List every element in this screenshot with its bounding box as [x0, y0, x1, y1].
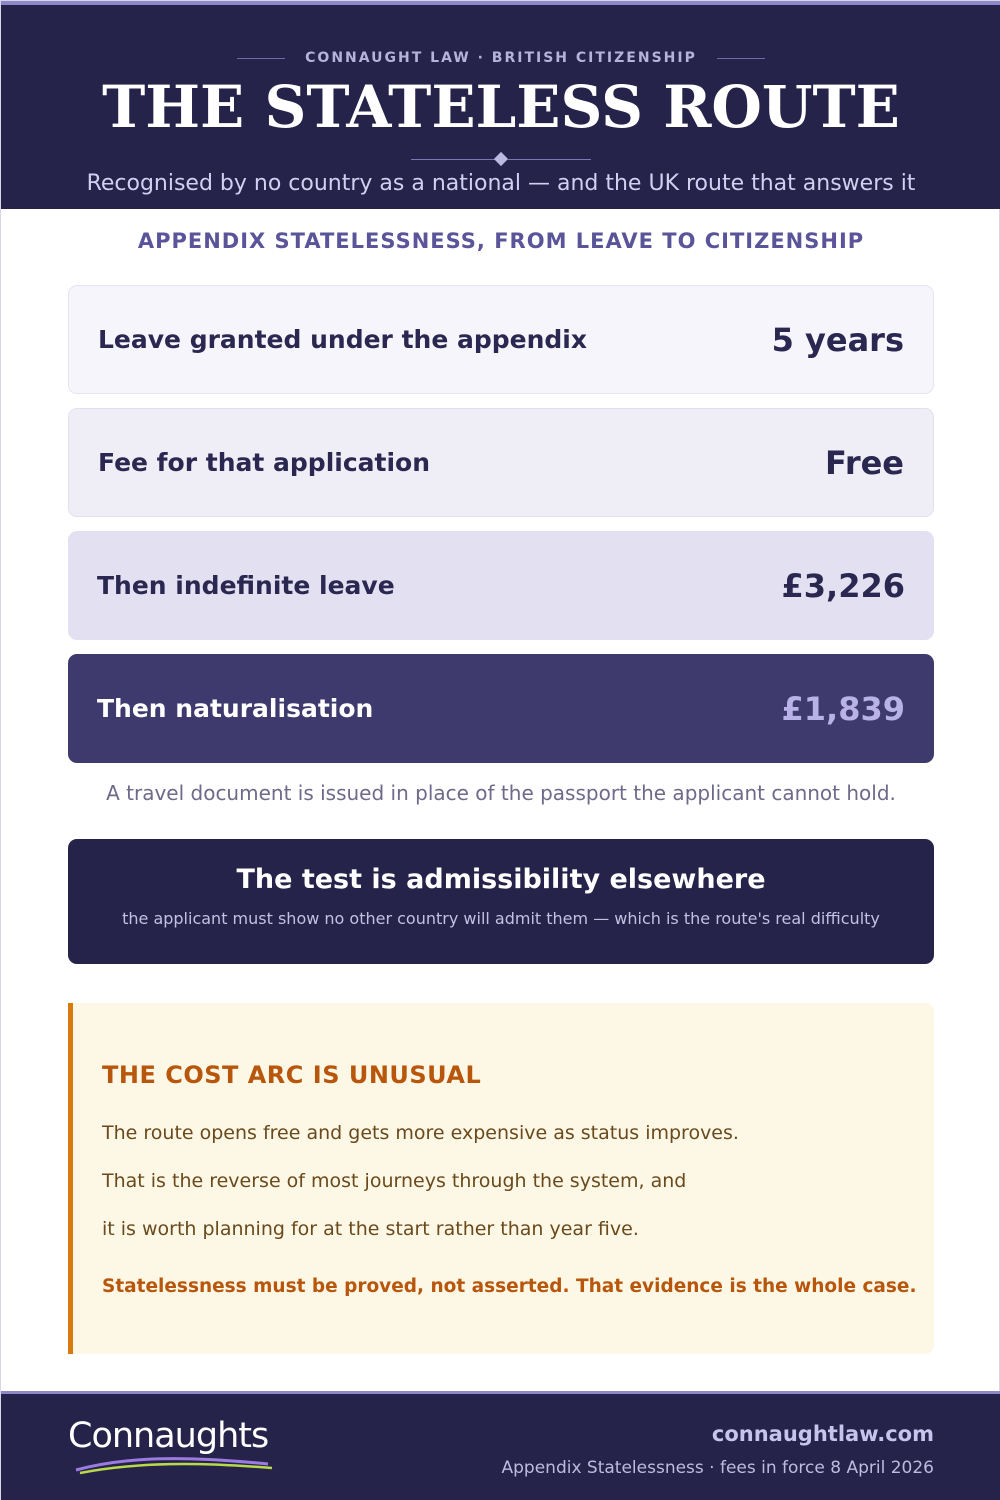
- title-divider: [411, 153, 591, 165]
- stage-row-naturalisation: [68, 654, 934, 763]
- stage-row-indefinite-leave: [68, 531, 934, 640]
- brand-logo: [68, 1416, 288, 1476]
- logo-wordmark: Connaughts: [68, 1416, 269, 1456]
- stage-label: Fee for that application: [98, 448, 431, 477]
- stage-value: Free: [825, 443, 904, 482]
- callout-emphasis: Statelessness must be proved, not asserted. That evidence is the whole case.: [102, 1276, 917, 1297]
- callout-line: That is the reverse of most journeys through the system, and: [102, 1170, 687, 1192]
- footer-banner: [1, 1391, 1000, 1500]
- stage-value: 5 years: [771, 320, 904, 359]
- section-heading: APPENDIX STATELESSNESS, FROM LEAVE TO CITIZENSHIP: [137, 229, 865, 253]
- stage-value: £3,226: [781, 566, 905, 605]
- page-subtitle: Recognised by no country as a national — and the UK route that answers it: [86, 171, 916, 196]
- stage-row-fee: [68, 408, 934, 517]
- callout-line: it is worth planning for at the start rather than year five.: [102, 1218, 639, 1240]
- cost-arc-callout: [68, 1003, 934, 1354]
- callout-line: The route opens free and gets more expensive as status improves.: [102, 1122, 739, 1144]
- footer-website-link[interactable]: connaughtlaw.com: [711, 1422, 934, 1446]
- header-banner: [1, 1, 1000, 209]
- logo-swoosh-icon: [68, 1454, 278, 1476]
- callout-title: THE COST ARC IS UNUSUAL: [102, 1061, 482, 1089]
- kicker-rule-right: [717, 58, 765, 59]
- stage-label: Then naturalisation: [97, 694, 374, 723]
- admissibility-test-box: [68, 839, 934, 964]
- divider-line-left: [411, 159, 495, 160]
- stage-label: Then indefinite leave: [97, 571, 395, 600]
- travel-document-note: A travel document is issued in place of the passport the applicant cannot hold.: [106, 781, 896, 805]
- test-title: The test is admissibility elsewhere: [236, 864, 766, 895]
- kicker-text: CONNAUGHT LAW · BRITISH CITIZENSHIP: [305, 50, 697, 66]
- kicker-row: [1, 50, 1000, 66]
- diamond-icon: [494, 152, 508, 166]
- stage-label: Leave granted under the appendix: [98, 325, 588, 354]
- stage-row-leave: [68, 285, 934, 394]
- page-title: THE STATELESS ROUTE: [102, 73, 900, 141]
- test-subtitle: the applicant must show no other country will admit them — which is the route's real difficulty: [122, 909, 880, 928]
- divider-line-right: [507, 159, 591, 160]
- footer-meta: Appendix Statelessness · fees in force 8 April 2026: [501, 1458, 934, 1478]
- stage-value: £1,839: [781, 689, 905, 728]
- kicker-rule-left: [237, 58, 285, 59]
